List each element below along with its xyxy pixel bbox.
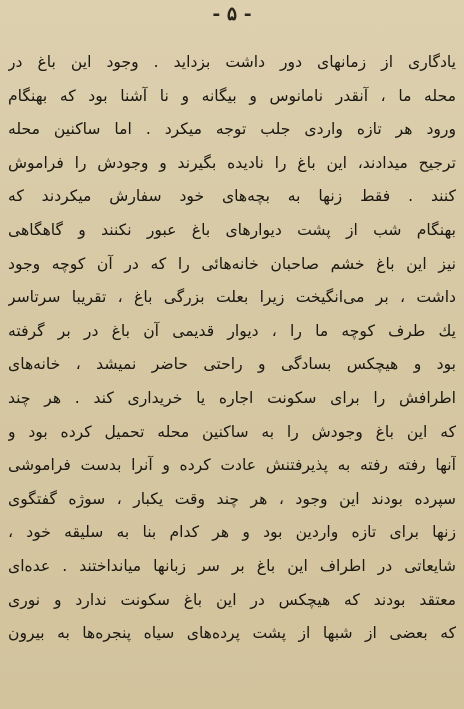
text-line: آنها رفته رفته به پذیرفتنش عادت کرده و آنرا بدست فراموشی	[8, 456, 456, 475]
text-line: ترجیح میدادند، این باغ را نادیده بگیرند و وجودش را فراموش	[8, 153, 456, 172]
text-line: که این باغ وجودش را به ساکنین محله تحمیل کرده بود و	[8, 422, 456, 441]
text-line: نیز این باغ خشم صاحبان خانه‌هائی را که در آن کوچه وجود	[8, 254, 456, 273]
text-line: داشت ، بر می‌انگیخت زیرا بعلت بزرگی باغ ، تقریبا سرتاسر	[8, 288, 456, 307]
text-line: بود و هیچکس بسادگی و راحتی حاضر نمیشد ، خانه‌های	[8, 355, 456, 374]
page-number: - ۵ -	[212, 3, 252, 25]
text-line: که بعضی از شبها از پشت پرده‌های سیاه پنجره‌ها به بیرون	[8, 624, 456, 643]
text-line: یك طرف کوچه ما را ، دیوار قدیمی آن باغ در بر گرفته	[8, 321, 456, 340]
text-line: بهنگام شب از پشت دیوارهای باغ عبور نکنند و گاهگاهی	[8, 220, 456, 239]
text-line: اطرافش را برای سکونت اجاره یا خریداری کند . هر چند	[8, 388, 456, 407]
text-line: محله ما ، آنقدر نامانوس و بیگانه و نا آشنا بود که بهنگام	[8, 86, 456, 105]
text-line: سپرده بودند این وجود ، هر چند وقت یکبار ، سوژه گفتگوی	[8, 489, 456, 508]
text-line: یادگاری از زمانهای دور داشت بزداید . وجود این باغ در	[8, 53, 456, 71]
text-line: ورود هر تازه واردی جلب توجه میکرد . اما ساکنین محله	[8, 120, 456, 139]
text-line: زنها برای تازه واردین بود و هر کدام بنا به سلیقه خود ،	[8, 523, 456, 542]
text-line: کنند . فقط زنها به بچه‌های خود سفارش میکردند که	[8, 187, 456, 206]
text-line: معتقد بودند که هیچکس در این باغ سکونت ندارد و نوری	[8, 590, 456, 609]
body-text	[8, 46, 456, 651]
text-line: شایعاتی در اطراف این باغ بر سر زبانها میانداختند . عده‌ای	[8, 556, 456, 575]
